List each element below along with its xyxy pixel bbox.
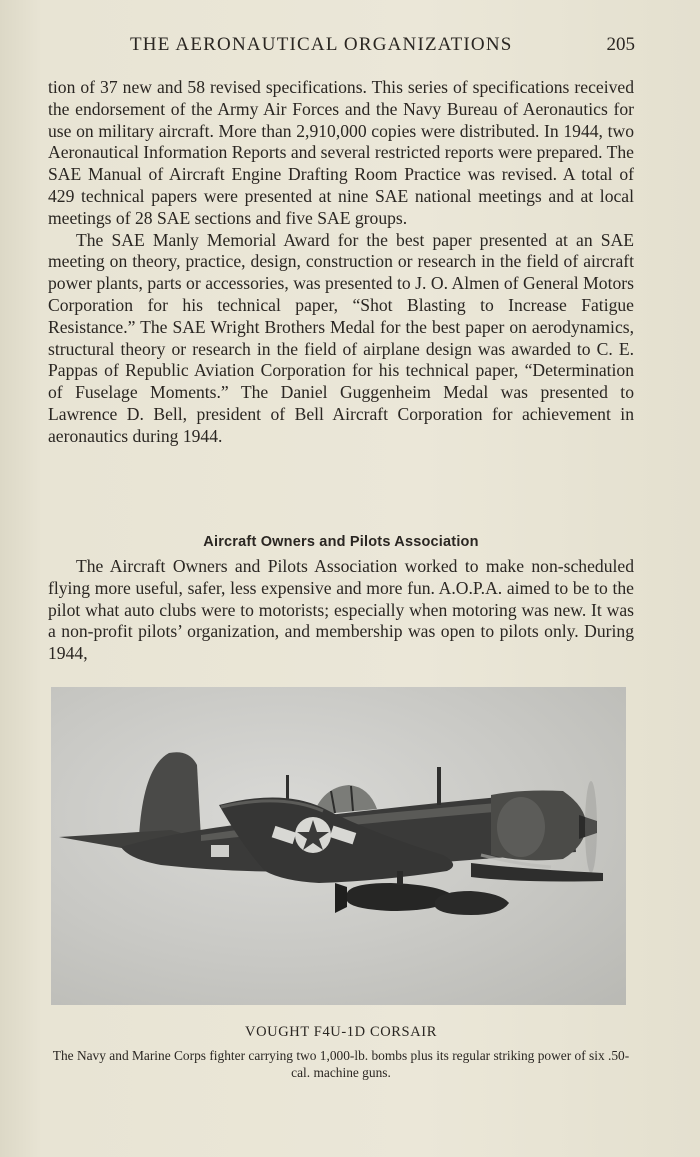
- paragraph-2: The SAE Manly Memorial Award for the best paper presented at an SAE meeting on theory, practice, design, construction or research in the field of aircraft power plants, parts or accessories, was presented to J. O. Almen of General Motors Corporation for his technical paper, “Shot Blasting to Increase Fatigue Resistance.” The SAE Wright Brothers Medal for the best paper on aerodynamics, structural theory or research in the field of airplane design was awarded to C. E. Pappas of Republic Aviation Corporation for his technical paper, “Determination of Fuselage Moments.” The Daniel Guggenheim Medal was presented to Lawrence D. Bell, president of Bell Aircraft Corporation for achievement in aeronautics during 1944.: [48, 229, 634, 446]
- bomb-right: [435, 891, 509, 915]
- corsair-aircraft-illustration: [51, 687, 626, 1005]
- paragraph-1: tion of 37 new and 58 revised specifications. This series of specifications received the endorsement of the Army Air Forces and the Navy Bureau of Aeronautics for use on military aircraft. More than 2,910,000 copies were distributed. In 1944, two Aeronautical Information Reports and several restricted reports were prepared. The SAE Manual of Aircraft Engine Drafting Room Practice was revised. A total of 429 technical papers were presented at nine SAE national meetings and at local meetings of 28 SAE sections and five SAE groups.: [48, 77, 634, 228]
- antenna-mast: [437, 767, 441, 805]
- page-number: 205: [606, 34, 635, 55]
- section-paragraph: The Aircraft Owners and Pilots Association worked to make non-scheduled flying more useful, safer, less expensive and more fun. A.O.P.A. aimed to be to the pilot what auto clubs were to motorists; especially when motoring was new. It was a non-profit pilots’ organization, and membership was open to pilots only. During 1944,: [48, 556, 634, 664]
- corsair-photo: [51, 687, 626, 1005]
- propeller-blur: [585, 781, 597, 873]
- body-text: [48, 77, 634, 448]
- section-heading: Aircraft Owners and Pilots Association: [203, 534, 479, 550]
- fuselage-insignia: [211, 845, 229, 857]
- bomb-left-fin: [335, 883, 347, 913]
- figure-caption-title: VOUGHT F4U-1D CORSAIR: [245, 1024, 437, 1040]
- running-head: [130, 34, 635, 56]
- running-head-title: THE AERONAUTICAL ORGANIZATIONS: [130, 34, 513, 55]
- bomb-pylon: [397, 871, 403, 885]
- cowling-highlight: [497, 797, 545, 857]
- tail-fin: [139, 752, 201, 839]
- figure-caption-text: The Navy and Marine Corps fighter carrying two 1,000-lb. bombs plus its regular striking power of six .50-cal. machine guns.: [52, 1048, 630, 1080]
- section-body: [48, 556, 634, 665]
